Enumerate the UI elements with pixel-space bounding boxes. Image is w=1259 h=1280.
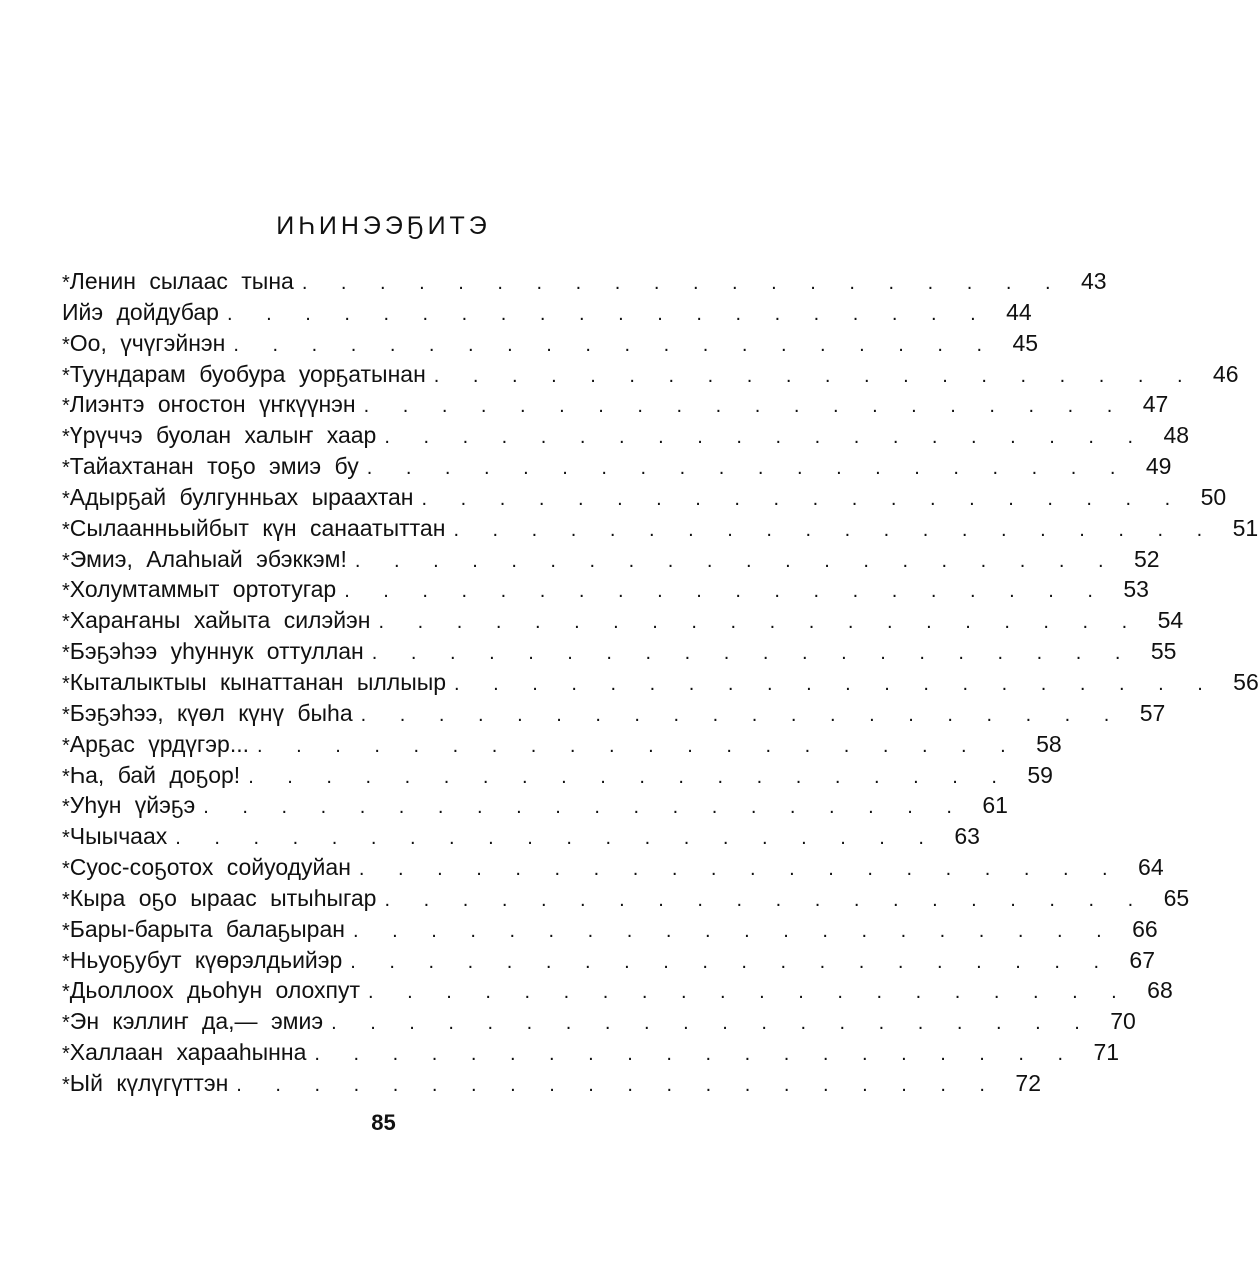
toc-entry: [62, 451, 1172, 482]
toc-entry: [62, 821, 980, 852]
asterisk-marker: *: [62, 1073, 70, 1096]
toc-entry: [62, 544, 1160, 575]
entry-title: Уһун үйэҕэ: [69, 792, 196, 819]
toc-entry: [62, 790, 1008, 821]
dot-leader: . . . . . . . . . . . . . . . . . . . .: [350, 950, 1114, 973]
entry-title: Лиэнтэ оҥостон үҥкүүнэн: [69, 391, 356, 418]
dot-leader: . . . . . . . . . . . . . . . . . . . .: [354, 549, 1118, 572]
asterisk-marker: *: [62, 827, 70, 850]
dot-leader: . . . . . . . . . . . . . . . . . . . .: [421, 487, 1185, 510]
dot-leader: . . . . . . . . . . . . . . . . . . . .: [314, 1043, 1078, 1066]
entry-page-number: 63: [954, 823, 980, 850]
dot-leader: . . . . . . . . . . . . . . . . . . . .: [366, 457, 1130, 480]
asterisk-marker: *: [62, 672, 70, 695]
dot-leader: . . . . . . . . . . . . . . . . . . . .: [384, 888, 1148, 911]
entry-page-number: 55: [1150, 638, 1177, 665]
entry-page-number: 50: [1200, 483, 1227, 510]
entry-page-number: 58: [1036, 730, 1062, 757]
dot-leader: . . . . . . . . . . . . . . . . . . . .: [453, 518, 1217, 541]
entry-title: Халлаан харааһынна: [69, 1039, 307, 1066]
toc-entry: [62, 698, 1166, 729]
dot-leader: . . . . . . . . . . . . . . . . . . . .: [384, 426, 1148, 449]
toc-entry: [62, 667, 1259, 698]
entry-page-number: 66: [1132, 915, 1158, 942]
entry-page-number: 71: [1093, 1039, 1120, 1066]
toc-entry: [62, 883, 1190, 914]
toc-entry: [62, 729, 1062, 760]
toc-entry: [62, 852, 1164, 883]
toc-entry: [62, 389, 1169, 420]
entry-page-number: 67: [1129, 946, 1156, 973]
entry-title: Бары-барыта балаҕыран: [69, 915, 345, 942]
entry-title: Бэҕэһээ, күөл күнү быһа: [69, 699, 353, 726]
entry-page-number: 70: [1110, 1008, 1136, 1035]
asterisk-marker: *: [62, 796, 70, 819]
entry-title: Кыра оҕо ыраас ытыһыгар: [69, 884, 377, 911]
entry-page-number: 48: [1163, 422, 1190, 449]
entry-page-number: 72: [1015, 1069, 1041, 1096]
asterisk-marker: *: [62, 487, 70, 510]
entry-title: Кыталыктыы кынаттанан ыллыыр: [69, 668, 447, 695]
entry-page-number: 49: [1145, 453, 1172, 480]
toc-entry: [62, 945, 1156, 976]
entry-title: Ый күлүгүттэн: [69, 1069, 229, 1096]
entry-title: Үрүччэ буолан халыҥ хаар: [69, 422, 377, 449]
entry-title: Чыычаах: [69, 823, 168, 850]
entry-title: Туундарам буобура уорҕатынан: [69, 360, 426, 387]
asterisk-marker: *: [62, 518, 70, 541]
dot-leader: . . . . . . . . . . . . . . . . . . . .: [371, 642, 1135, 665]
entry-title: Эмиэ, Алаһыай эбэккэм!: [69, 545, 347, 572]
dot-leader: . . . . . . . . . . . . . . . . . . . .: [352, 919, 1116, 942]
toc-entry: [62, 328, 1039, 359]
toc-entry: [62, 1068, 1041, 1099]
asterisk-marker: *: [62, 457, 70, 480]
asterisk-marker: *: [62, 642, 70, 665]
entry-title: Оо, үчүгэйнэн: [69, 329, 226, 356]
toc-entry: [62, 513, 1259, 544]
dot-leader: . . . . . . . . . . . . . . . . . . . .: [236, 1073, 999, 1096]
dot-leader: . . . . . . . . . . . . . . . . . . . .: [344, 580, 1107, 603]
dot-leader: . . . . . . . . . . . . . . . . . . . .: [233, 333, 997, 356]
dot-leader: . . . . . . . . . . . . . . . . . . . .: [248, 765, 1011, 788]
asterisk-marker: *: [62, 333, 70, 356]
entry-page-number: 45: [1012, 329, 1039, 356]
asterisk-marker: *: [62, 580, 70, 603]
entry-page-number: 54: [1157, 607, 1184, 634]
toc-entry: [62, 975, 1173, 1006]
dot-leader: . . . . . . . . . . . . . . . . . . . .: [331, 1012, 1094, 1035]
entry-page-number: 43: [1080, 268, 1107, 294]
toc-entry: [62, 297, 1032, 328]
entry-page-number: 51: [1232, 514, 1259, 541]
page-number: 85: [371, 1110, 396, 1135]
dot-leader: . . . . . . . . . . . . . . . . . . . .: [454, 672, 1217, 695]
entry-page-number: 65: [1163, 884, 1190, 911]
entry-title: Ньуоҕубут күөрэлдьийэр: [69, 946, 343, 973]
dot-leader: . . . . . . . . . . . . . . . . . . . .: [226, 302, 990, 325]
asterisk-marker: *: [62, 395, 70, 418]
toc-entry: [62, 420, 1190, 451]
asterisk-marker: *: [62, 426, 70, 449]
entry-title: Сылаанньыйбыт күн санаатыттан: [69, 514, 446, 541]
toc-entry: [62, 605, 1184, 636]
dot-leader: . . . . . . . . . . . . . . . . . . . .: [257, 734, 1020, 757]
asterisk-marker: *: [62, 1012, 70, 1035]
toc-entry: [62, 1006, 1136, 1037]
entry-title: Ленин сылаас тына: [69, 268, 294, 294]
entry-title: Арҕас үрдүгэр...: [69, 730, 250, 757]
entry-title: Дьоллоох дьоһун олохпут: [69, 977, 361, 1004]
entry-page-number: 57: [1139, 699, 1166, 726]
table-of-contents: [62, 266, 1259, 1099]
dot-leader: . . . . . . . . . . . . . . . . . . . .: [301, 272, 1065, 294]
entry-title: Хараҥаны хайыта силэйэн: [69, 607, 371, 634]
entry-title: Адырҕай булгунньах ыраахтан: [69, 483, 414, 510]
asterisk-marker: *: [62, 919, 70, 942]
dot-leader: . . . . . . . . . . . . . . . . . . . .: [358, 858, 1122, 881]
toc-entry: [62, 482, 1227, 513]
asterisk-marker: *: [62, 549, 70, 572]
asterisk-marker: *: [62, 888, 70, 911]
asterisk-marker: *: [62, 858, 70, 881]
entry-title: Холумтаммыт ортотугар: [69, 576, 337, 603]
entry-title: Эн кэллиҥ да,— эмиэ: [69, 1008, 324, 1035]
entry-title: Һа, бай доҕор!: [69, 761, 241, 788]
toc-entry: [62, 914, 1158, 945]
entry-page-number: 52: [1133, 545, 1160, 572]
entry-title: Тайахтанан тоҕо эмиэ бу: [69, 453, 359, 480]
toc-entry: [62, 359, 1239, 390]
dot-leader: . . . . . . . . . . . . . . . . . . . .: [363, 395, 1127, 418]
dot-leader: . . . . . . . . . . . . . . . . . . . .: [203, 796, 966, 819]
asterisk-marker: *: [62, 981, 70, 1004]
entry-page-number: 46: [1212, 360, 1239, 387]
toc-entry: [62, 266, 1107, 297]
entry-page-number: 59: [1027, 761, 1053, 788]
contents-heading: ИҺИНЭЭҔИТЭ: [276, 212, 491, 240]
asterisk-marker: *: [62, 950, 70, 973]
dot-leader: . . . . . . . . . . . . . . . . . . . .: [433, 364, 1197, 387]
asterisk-marker: *: [62, 611, 70, 634]
asterisk-marker: *: [62, 272, 70, 294]
toc-entry: [62, 760, 1053, 791]
entry-page-number: 61: [982, 792, 1008, 819]
toc-entry: [62, 1037, 1120, 1068]
asterisk-marker: *: [62, 734, 70, 757]
asterisk-marker: *: [62, 364, 70, 387]
dot-leader: . . . . . . . . . . . . . . . . . . . .: [368, 981, 1131, 1004]
asterisk-marker: *: [62, 1043, 70, 1066]
entry-page-number: 53: [1123, 576, 1149, 603]
toc-entry: [62, 574, 1149, 605]
entry-page-number: 47: [1142, 391, 1169, 418]
entry-title: Бэҕэһээ уһуннук оттуллан: [69, 638, 364, 665]
dot-leader: . . . . . . . . . . . . . . . . . . . .: [378, 611, 1142, 634]
entry-title: Ийэ дойдубар: [62, 298, 219, 325]
toc-entry: [62, 636, 1177, 667]
dot-leader: . . . . . . . . . . . . . . . . . . . .: [175, 827, 938, 850]
asterisk-marker: *: [62, 703, 70, 726]
dot-leader: . . . . . . . . . . . . . . . . . . . .: [360, 703, 1124, 726]
asterisk-marker: *: [62, 765, 70, 788]
entry-page-number: 64: [1138, 854, 1164, 881]
entry-title: Суос-соҕотох сойуодуйан: [69, 854, 351, 881]
entry-page-number: 44: [1006, 298, 1032, 325]
entry-page-number: 56: [1233, 668, 1259, 695]
entry-page-number: 68: [1147, 977, 1173, 1004]
